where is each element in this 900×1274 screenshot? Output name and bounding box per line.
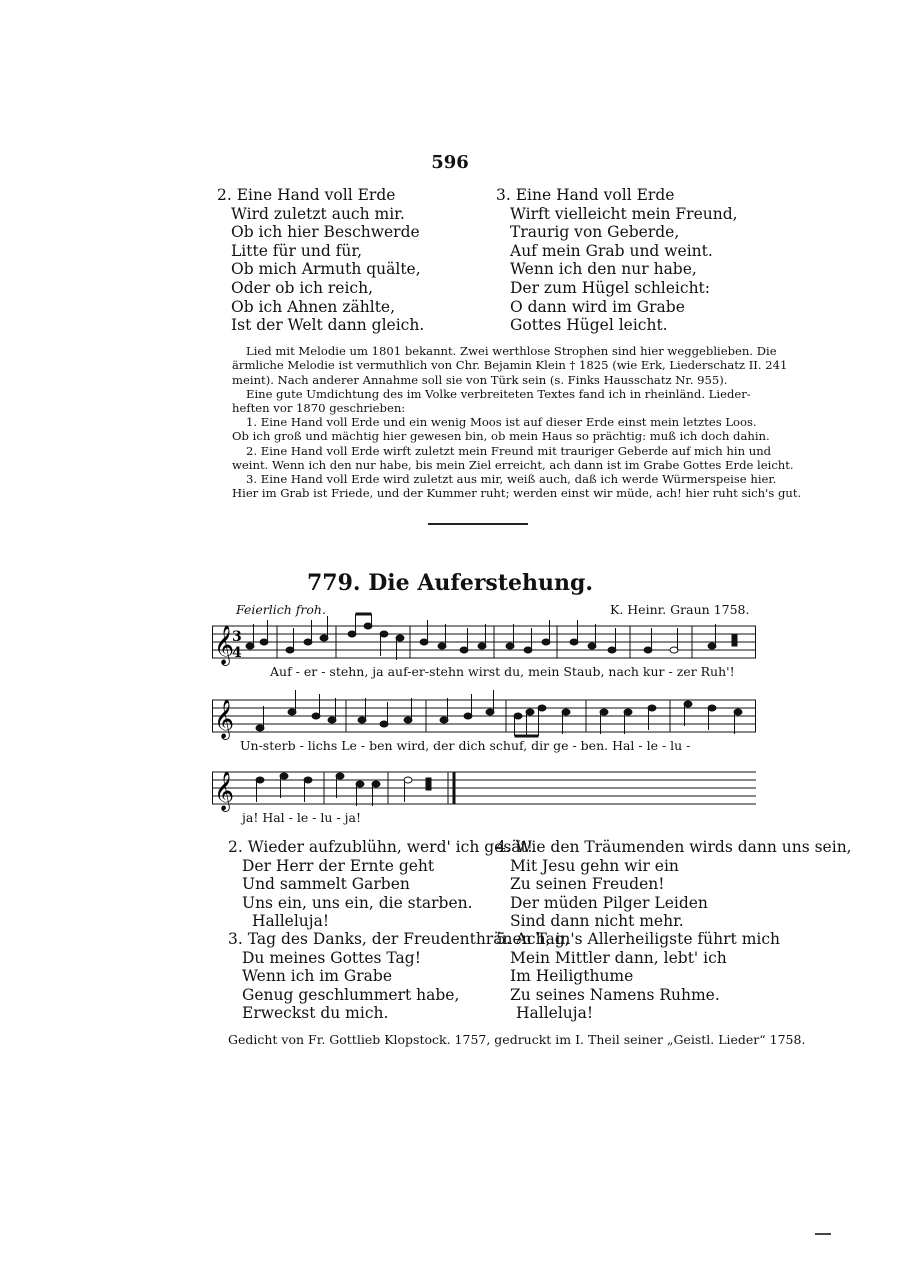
verse-line: O dann wird im Grabe [510, 297, 685, 316]
verse-line: Oder ob ich reich, [231, 278, 373, 297]
verse-line: Gottes Hügel leicht. [510, 316, 668, 335]
verse-line: Litte für und für, [231, 241, 363, 260]
verse-line: Wenn ich den nur habe, [510, 260, 697, 279]
verse-line: Im Heiligthume [510, 967, 634, 986]
verse-2-top [217, 186, 424, 335]
verse-5-bottom [496, 930, 780, 1023]
music-staff-2 [212, 692, 760, 740]
verse-line: Der müden Pilger Leiden [510, 893, 708, 912]
verse-3-top [496, 186, 738, 335]
composer-credit: K. Heinr. Graun 1758. [610, 602, 750, 617]
verse-line: 3. Tag des Danks, der Freudenthränen Tag, [228, 930, 570, 948]
verse-line: Zu seinen Freuden! [510, 875, 665, 894]
verse-line: 5. Ach, in's Allerheiligste führt mich [496, 930, 781, 948]
time-signature-bottom: 4 [232, 645, 242, 661]
umdichtung-line: 1. Eine Hand voll Erde und ein wenig Moos ist auf dieser Erde einst mein letztes Loos. [246, 415, 757, 429]
verse-line: Halleluja! [516, 1004, 594, 1023]
verse-line: Ob ich hier Beschwerde [231, 223, 420, 242]
verse-line: Wird zuletzt auch mir. [231, 204, 405, 223]
verse-line: Auf mein Grab und weint. [510, 241, 713, 260]
song-title: 779. Die Auferstehung. [306, 570, 594, 596]
note-line: Eine gute Umdichtung des im Volke verbreiteten Textes fand ich in rheinländ. Lieder- [246, 386, 751, 401]
verse-line: Zu seines Namens Ruhme. [510, 985, 720, 1004]
note-line: ärmliche Melodie ist vermuthlich von Chr. Bejamin Klein † 1825 (wie Erk, Liederschatz II. 241 [232, 358, 788, 373]
tempo-marking: Feierlich froh. [236, 602, 326, 617]
lyrics-line-2: Un-sterb - lichs Le - ben wird, der dich schuf, dir ge - ben. Hal - le - lu - [240, 738, 691, 753]
verse-line: Ist der Welt dann gleich. [231, 316, 425, 335]
verse-line: Der Herr der Ernte geht [242, 856, 435, 875]
verse-line: Und sammelt Garben [242, 875, 410, 894]
treble-clef-icon: 𝄞 [214, 625, 235, 665]
note-line: meint). Nach anderer Annahme soll sie von Türk sein (s. Finks Hausschatz Nr. 955). [232, 372, 728, 387]
verse-line: Traurig von Geberde, [510, 223, 680, 242]
verse-line: Sind dann nicht mehr. [510, 912, 684, 931]
umdichtung-line: weint. Wenn ich den nur habe, bis mein Ziel erreicht, ach dann ist im Grabe Gottes Erde leicht. [232, 457, 794, 472]
treble-clef-icon: 𝄞 [214, 771, 235, 811]
staff-3-notes [256, 773, 431, 806]
music-staff-1 [212, 618, 760, 666]
verse-line: Wenn ich im Grabe [242, 967, 392, 986]
verse-line: Mein Mittler dann, lebt' ich [510, 948, 727, 967]
staff-2-notes [256, 690, 742, 736]
verse-line: Der zum Hügel schleicht: [510, 278, 711, 297]
verse-line: 3. Eine Hand voll Erde [496, 186, 675, 204]
verse-line: Uns ein, uns ein, die starben. [242, 893, 473, 912]
section-divider [428, 523, 528, 525]
scan-mark [815, 1233, 831, 1235]
verse-line: Mit Jesu gehn wir ein [510, 856, 679, 875]
poem-credit: Gedicht von Fr. Gottlieb Klopstock. 1757, gedruckt im I. Theil seiner „Geistl. Lieder“ 1758. [228, 1032, 806, 1047]
treble-clef-icon: 𝄞 [214, 699, 235, 739]
staff-1-notes [246, 614, 737, 660]
lyrics-line-1: Auf - er - stehn, ja auf-er-stehn wirst du, mein Staub, nach kur - zer Ruh'! [270, 664, 735, 679]
verse-line: Ob mich Armuth quälte, [231, 260, 421, 279]
umdichtung-line: Ob ich groß und mächtig hier gewesen bin, ob mein Haus so prächtig: muß ich doch dahin. [232, 429, 770, 444]
page-number: 596 [431, 152, 469, 173]
note-line: heften vor 1870 geschrieben: [232, 401, 406, 416]
umdichtung-line: Hier im Grab ist Friede, und der Kummer ruht; werden einst wir müde, ach! hier ruht sich's gut. [232, 486, 802, 501]
umdichtung-line: 3. Eine Hand voll Erde wird zuletzt aus mir, weiß auch, daß ich werde Würmerspeise hier. [246, 472, 777, 487]
umdichtung-line: 2. Eine Hand voll Erde wirft zuletzt mein Freund mit trauriger Geberde auf mich hin und [246, 443, 772, 458]
source-notes [232, 344, 788, 416]
verse-line: Halleluja! [252, 912, 330, 931]
verse-line: Ob ich Ahnen zählte, [231, 297, 396, 316]
lyrics-line-3: ja! Hal - le - lu - ja! [242, 810, 361, 825]
verse-2-bottom [228, 838, 533, 931]
verse-line: 2. Eine Hand voll Erde [217, 186, 396, 204]
verse-line: Du meines Gottes Tag! [242, 948, 421, 967]
umdichtung-text [232, 415, 802, 501]
verse-line: Wirft vielleicht mein Freund, [510, 204, 738, 223]
note-line: Lied mit Melodie um 1801 bekannt. Zwei werthlose Strophen sind hier weggeblieben. Die [246, 344, 777, 358]
verse-line: Genug geschlummert habe, [242, 985, 460, 1004]
verse-4-bottom [496, 838, 852, 931]
verse-line: 2. Wieder aufzublühn, werd' ich gesät! [228, 838, 533, 856]
time-signature-top: 3 [232, 629, 242, 645]
verse-line: Erweckst du mich. [242, 1004, 389, 1023]
verse-line: 4. Wie den Träumenden wirds dann uns sein, [496, 838, 852, 856]
music-staff-3 [212, 764, 760, 812]
